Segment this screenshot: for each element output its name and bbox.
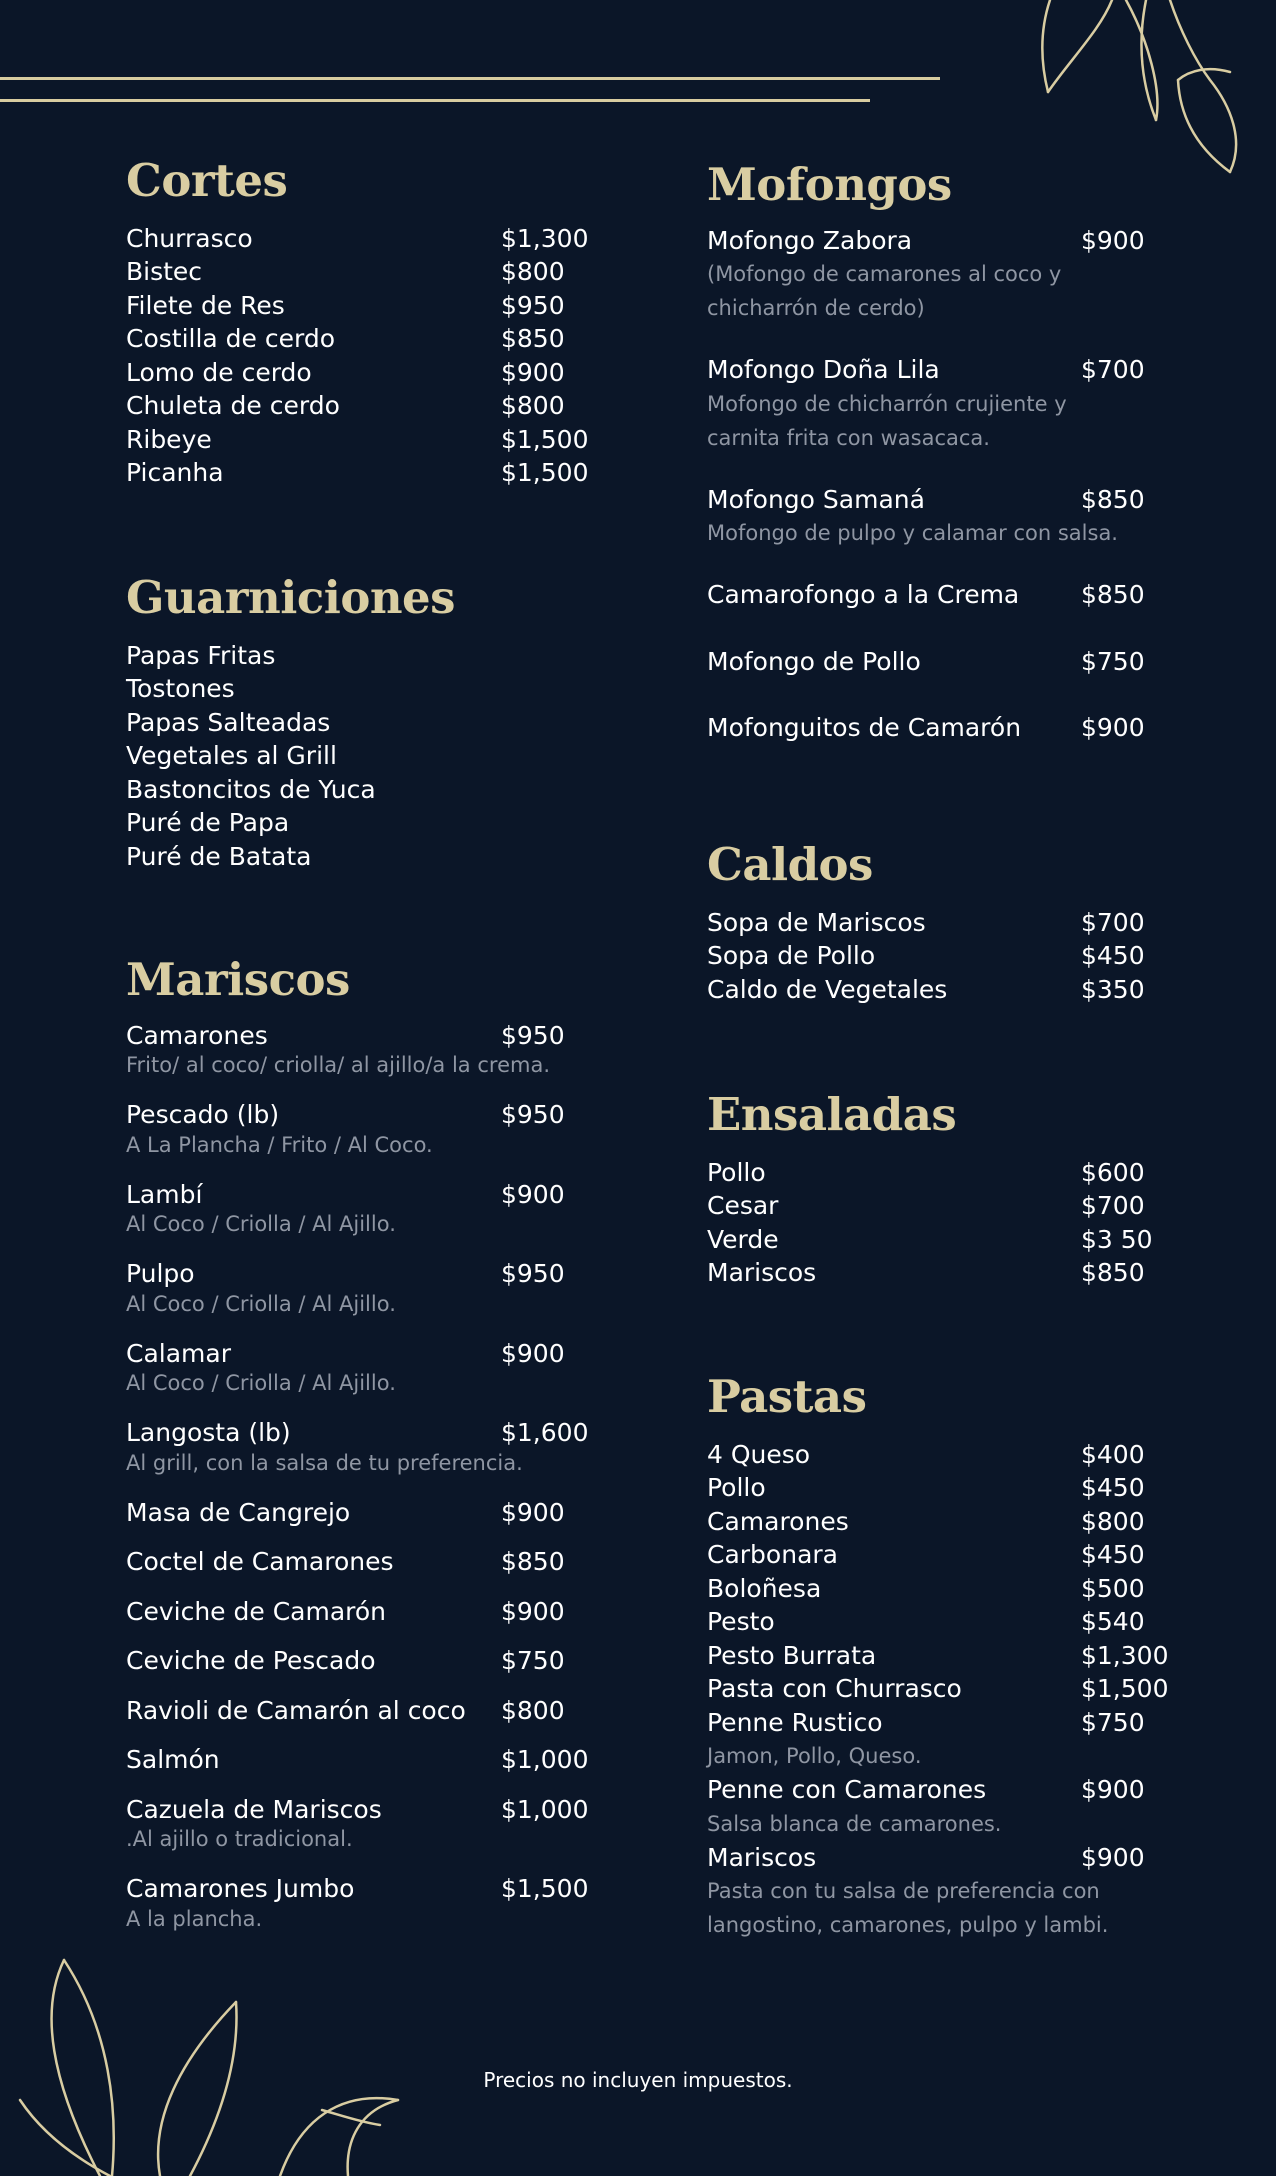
section-ensaladas xyxy=(707,1090,1167,1290)
item-name: Cazuela de Mariscos xyxy=(126,1794,382,1824)
item-price: $800 xyxy=(501,391,565,420)
item-name: Pollo xyxy=(707,1473,766,1502)
item-row xyxy=(126,1644,626,1678)
item-name: Boloñesa xyxy=(707,1573,822,1603)
item-price: $800 xyxy=(501,1695,565,1725)
section-title: Cortes xyxy=(126,154,288,207)
menu-item xyxy=(707,1639,1167,1673)
footer-note: Precios no incluyen impuestos. xyxy=(483,2068,793,2092)
leaf-branch-icon xyxy=(1030,0,1276,185)
item-name: Sopa de Pollo xyxy=(707,941,876,970)
section-mariscos xyxy=(126,955,626,1932)
item-row xyxy=(126,1872,626,1906)
guarniciones-list xyxy=(126,639,626,874)
item-name: Pesto xyxy=(707,1607,775,1636)
section-title: Ensaladas xyxy=(707,1088,957,1141)
item-row xyxy=(126,1595,626,1629)
menu-item xyxy=(126,1019,626,1079)
menu-item xyxy=(126,1337,626,1397)
item-name: Costilla de cerdo xyxy=(126,324,336,353)
item-name: Salmón xyxy=(126,1745,220,1774)
item-price: $950 xyxy=(501,290,565,320)
item-description: Jamon, Pollo, Queso. xyxy=(707,1744,922,1768)
menu-item xyxy=(707,1605,1167,1639)
item-row xyxy=(707,711,1167,745)
item-name: Mofongo Samaná xyxy=(707,484,925,514)
item-row xyxy=(126,1793,626,1827)
item-name: Camarofongo a la Crema xyxy=(707,580,1020,609)
top-rule-long xyxy=(0,77,940,80)
item-price: $450 xyxy=(1081,941,1145,970)
item-description: Pasta con tu salsa de preferencia con langostino, camarones, pulpo y lambi. xyxy=(707,1879,1109,1937)
menu-item xyxy=(126,389,626,423)
item-price: $900 xyxy=(501,1338,565,1368)
section-title: Caldos xyxy=(707,838,873,891)
item-name: Caldo de Vegetales xyxy=(707,974,948,1004)
menu-item: Tostones xyxy=(126,674,235,703)
item-row xyxy=(126,1416,626,1450)
mariscos-list xyxy=(126,1019,626,1932)
item-row xyxy=(707,645,1167,679)
menu-item xyxy=(126,222,626,256)
menu-item xyxy=(707,1572,1167,1606)
item-row xyxy=(126,1694,626,1728)
item-name: Penne con Camarones xyxy=(707,1775,987,1804)
section-title: Mariscos xyxy=(126,953,350,1006)
item-description: Al Coco / Criolla / Al Ajillo. xyxy=(126,1371,396,1395)
menu-item xyxy=(707,1841,1167,1875)
item-name: Ribeye xyxy=(126,424,212,454)
item-description: Salsa blanca de camarones. xyxy=(707,1811,1002,1836)
section-title: Mofongos xyxy=(707,158,952,211)
item-price: $950 xyxy=(501,1100,565,1129)
leaf-branch-icon xyxy=(0,1950,410,2176)
item-description: .Al ajillo o tradicional. xyxy=(126,1827,353,1851)
item-price: $950 xyxy=(501,1259,565,1288)
item-name: Coctel de Camarones xyxy=(126,1547,394,1576)
menu-item xyxy=(707,973,1167,1007)
item-price: $450 xyxy=(1081,1473,1145,1502)
item-row xyxy=(126,1098,626,1132)
item-name: 4 Queso xyxy=(707,1439,811,1469)
item-row xyxy=(707,353,1167,387)
menu-item xyxy=(707,1706,1167,1740)
menu-item xyxy=(126,1595,626,1629)
menu-item xyxy=(707,1505,1167,1539)
item-price: $900 xyxy=(501,1596,565,1626)
cortes-list xyxy=(126,222,626,490)
item-price: $900 xyxy=(1081,713,1145,742)
item-price: $1,300 xyxy=(501,223,589,253)
section-cortes xyxy=(126,156,626,490)
item-description: Frito/ al coco/ criolla/ al ajillo/a la crema. xyxy=(126,1053,550,1077)
item-name: Calamar xyxy=(126,1338,231,1368)
section-guarniciones xyxy=(126,573,626,873)
menu-item xyxy=(126,1257,626,1317)
menu-item xyxy=(707,1156,1167,1190)
menu-item xyxy=(126,1644,626,1678)
menu-item xyxy=(126,1496,626,1530)
item-price: $800 xyxy=(1081,1506,1145,1536)
menu-item xyxy=(707,224,1167,326)
item-price: $900 xyxy=(501,1179,565,1209)
item-name: Picanha xyxy=(126,458,224,487)
menu-item xyxy=(126,356,626,390)
item-description: (Mofongo de camarones al coco y chicharrón de cerdo) xyxy=(707,262,1062,320)
item-name: Filete de Res xyxy=(126,290,285,320)
item-row xyxy=(707,224,1167,258)
item-price: $1,000 xyxy=(501,1745,589,1774)
menu-item: Papas Fritas xyxy=(126,640,276,670)
menu-item xyxy=(707,1256,1167,1290)
item-name: Lambí xyxy=(126,1179,203,1209)
item-name: Bistec xyxy=(126,257,203,286)
item-name: Mofongo de Pollo xyxy=(707,646,921,676)
item-price: $500 xyxy=(1081,1573,1145,1603)
menu-item xyxy=(707,1189,1167,1223)
menu-item xyxy=(707,1471,1167,1505)
menu-item xyxy=(126,423,626,457)
menu-item xyxy=(707,1538,1167,1572)
menu-item xyxy=(707,1773,1167,1807)
item-price: $400 xyxy=(1081,1439,1145,1469)
menu-item xyxy=(126,1872,626,1932)
item-price: $800 xyxy=(501,257,565,286)
menu-item: Papas Salteadas xyxy=(126,707,331,737)
item-name: Masa de Cangrejo xyxy=(126,1497,351,1527)
section-title: Pastas xyxy=(707,1370,867,1423)
item-name: Ceviche de Pescado xyxy=(126,1646,376,1675)
item-row xyxy=(126,1743,626,1777)
menu-item xyxy=(126,289,626,323)
item-name: Pulpo xyxy=(126,1259,195,1288)
item-price: $1,300 xyxy=(1081,1640,1169,1670)
item-price: $700 xyxy=(1081,355,1145,384)
mofongos-list xyxy=(707,224,1167,745)
menu-item xyxy=(126,1098,626,1158)
item-name: Camarones xyxy=(126,1020,268,1050)
item-price: $1,500 xyxy=(501,1874,589,1903)
item-row xyxy=(126,1019,626,1053)
item-price: $1,500 xyxy=(1081,1674,1169,1703)
menu-item xyxy=(126,1545,626,1579)
item-row xyxy=(126,1496,626,1530)
caldos-list xyxy=(707,906,1167,1007)
item-description: Mofongo de chicharrón crujiente y carnita frita con wasacaca. xyxy=(707,391,1067,450)
item-name: Ravioli de Camarón al coco xyxy=(126,1695,466,1725)
menu-item xyxy=(707,645,1167,679)
item-name: Pasta con Churrasco xyxy=(707,1674,962,1703)
item-price: $700 xyxy=(1081,1191,1145,1220)
menu-item: Vegetales al Grill xyxy=(126,741,337,770)
item-price: $900 xyxy=(1081,225,1145,255)
item-name: Verde xyxy=(707,1224,779,1254)
item-name: Mofonguitos de Camarón xyxy=(707,713,1022,742)
menu-item xyxy=(126,1793,626,1853)
item-name: Churrasco xyxy=(126,223,253,253)
menu-item xyxy=(707,483,1167,551)
item-name: Carbonara xyxy=(707,1540,838,1569)
item-name: Mofongo Zabora xyxy=(707,225,913,255)
menu-item xyxy=(126,1743,626,1777)
item-price: $950 xyxy=(501,1020,565,1050)
item-price: $350 xyxy=(1081,974,1145,1004)
item-name: Chuleta de cerdo xyxy=(126,391,340,420)
item-price: $1,500 xyxy=(501,424,589,454)
section-title: Guarniciones xyxy=(126,571,456,624)
item-price: $750 xyxy=(1081,646,1145,676)
menu-item xyxy=(126,1694,626,1728)
menu-item xyxy=(707,1223,1167,1257)
item-price: $900 xyxy=(501,357,565,387)
item-price: $900 xyxy=(1081,1775,1145,1804)
item-description: A la plancha. xyxy=(126,1906,263,1931)
top-rule-short xyxy=(0,99,870,102)
menu-item: Puré de Papa xyxy=(126,808,290,837)
menu-item xyxy=(126,255,626,289)
menu-item: Puré de Batata xyxy=(126,841,312,871)
item-name: Pescado (lb) xyxy=(126,1100,280,1129)
item-name: Camarones xyxy=(707,1506,849,1536)
item-name: Lomo de cerdo xyxy=(126,357,312,387)
menu-item xyxy=(707,1672,1167,1706)
item-name: Camarones Jumbo xyxy=(126,1874,355,1903)
item-name: Langosta (lb) xyxy=(126,1418,291,1447)
menu-item xyxy=(126,1178,626,1238)
item-price: $1,500 xyxy=(501,458,589,487)
item-price: $1,600 xyxy=(501,1418,589,1447)
item-row xyxy=(707,483,1167,517)
item-name: Pesto Burrata xyxy=(707,1640,877,1670)
item-row xyxy=(707,578,1167,612)
item-price: $850 xyxy=(1081,1258,1145,1287)
menu-item xyxy=(707,1438,1167,1472)
item-price: $900 xyxy=(501,1497,565,1527)
item-price: $850 xyxy=(1081,484,1145,514)
item-price: $850 xyxy=(501,324,565,353)
item-name: Cesar xyxy=(707,1191,779,1220)
item-description: A La Plancha / Frito / Al Coco. xyxy=(126,1132,433,1157)
item-price: $850 xyxy=(501,1547,565,1576)
item-price: $850 xyxy=(1081,580,1145,609)
item-price: $540 xyxy=(1081,1607,1145,1636)
item-price: $750 xyxy=(501,1646,565,1675)
menu-item xyxy=(126,1416,626,1476)
item-row xyxy=(126,1257,626,1291)
item-name: Sopa de Mariscos xyxy=(707,907,926,937)
item-name: Penne Rustico xyxy=(707,1707,883,1737)
item-price: $3 50 xyxy=(1081,1224,1153,1254)
item-price: $600 xyxy=(1081,1157,1145,1187)
item-price: $1,000 xyxy=(501,1794,589,1824)
item-description: Mofongo de pulpo y calamar con salsa. xyxy=(707,521,1118,545)
menu-item xyxy=(126,456,626,490)
section-mofongos xyxy=(707,160,1167,745)
item-description: Al Coco / Criolla / Al Ajillo. xyxy=(126,1212,396,1236)
section-caldos xyxy=(707,840,1167,1006)
item-row xyxy=(126,1545,626,1579)
section-pastas xyxy=(707,1372,1167,1942)
item-name: Mariscos xyxy=(707,1258,817,1287)
item-name: Mariscos xyxy=(707,1842,817,1872)
menu-item xyxy=(707,353,1167,455)
menu-item xyxy=(707,578,1167,612)
item-name: Mofongo Doña Lila xyxy=(707,355,940,384)
ensaladas-list xyxy=(707,1156,1167,1290)
item-price: $450 xyxy=(1081,1540,1145,1569)
item-price: $750 xyxy=(1081,1707,1145,1737)
item-name: Ceviche de Camarón xyxy=(126,1596,387,1626)
menu-item xyxy=(707,711,1167,745)
item-price: $700 xyxy=(1081,907,1145,937)
item-row xyxy=(126,1337,626,1371)
item-row xyxy=(126,1178,626,1212)
menu-item xyxy=(126,322,626,356)
menu-item xyxy=(707,906,1167,940)
item-price: $900 xyxy=(1081,1842,1145,1872)
item-description: Al Coco / Criolla / Al Ajillo. xyxy=(126,1291,396,1316)
menu-item xyxy=(707,939,1167,973)
item-description: Al grill, con la salsa de tu preferencia. xyxy=(126,1450,523,1475)
item-name: Pollo xyxy=(707,1157,766,1187)
pastas-list xyxy=(707,1438,1167,1943)
menu-item: Bastoncitos de Yuca xyxy=(126,774,376,804)
